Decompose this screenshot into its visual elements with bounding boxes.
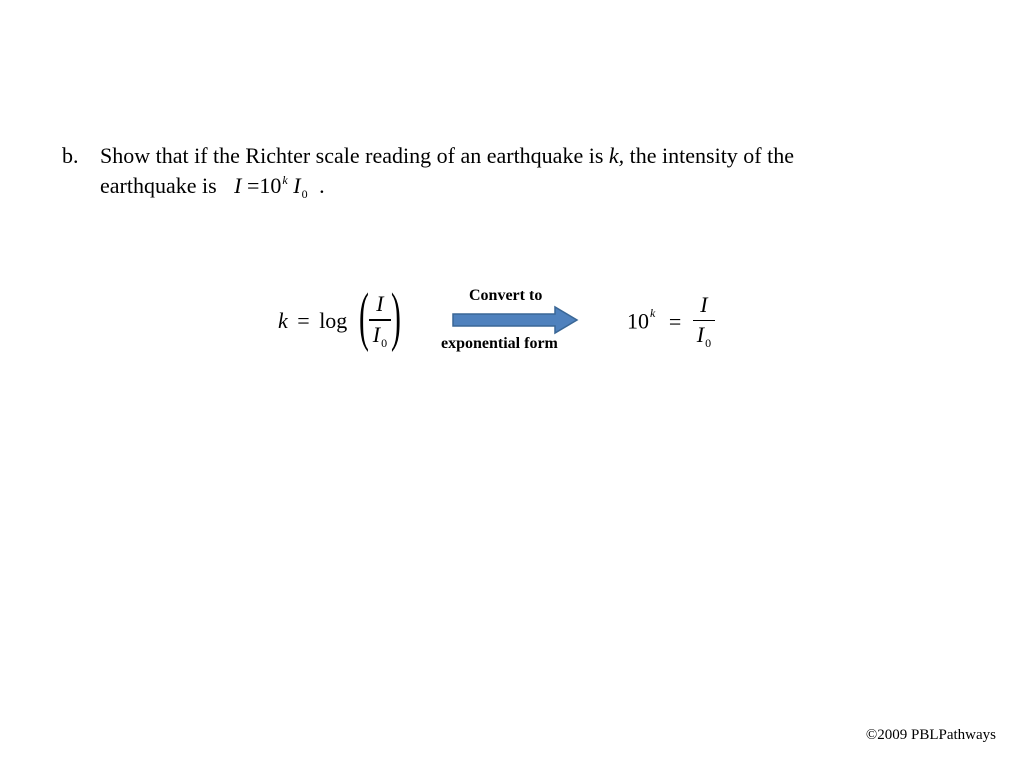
problem-line-2-text: earthquake is: [100, 173, 217, 198]
problem-marker: b.: [62, 143, 79, 168]
problem-line-1-start: Show that if the Richter scale reading of an earthquake is: [100, 143, 609, 168]
exp-eq-den-sub: 0: [705, 336, 712, 351]
copyright-footer: ©2009 PBLPathways: [865, 727, 996, 743]
formula-intensity: I: [234, 173, 242, 198]
problem-text: [100, 141, 920, 204]
arrow-label-bottom: exponential form: [441, 335, 558, 352]
variable-k: k,: [608, 143, 625, 168]
formula-exponent: k: [282, 173, 288, 187]
right-arrow-icon: [451, 305, 581, 335]
log-eq-fraction: [369, 292, 391, 349]
formula-equals: =: [247, 173, 260, 198]
formula-subscript: 0: [301, 187, 308, 201]
log-eq-denominator: [369, 323, 391, 350]
fraction-bar: [693, 320, 715, 321]
problem-line-1: [100, 141, 920, 171]
exp-eq-fraction: [693, 293, 715, 350]
exp-eq-equals: =: [668, 308, 682, 334]
exp-eq-exponent: k: [650, 306, 656, 321]
exp-eq-denominator: [693, 323, 715, 350]
log-eq-numerator: I: [376, 291, 384, 317]
exp-eq-den-I: I: [696, 322, 705, 348]
exp-eq-base: 10: [627, 308, 649, 334]
exponential-equation: [627, 293, 715, 350]
formula-intensity-0: I: [293, 173, 301, 198]
log-eq-log: log: [319, 308, 348, 333]
log-eq-k: k: [278, 308, 288, 333]
exp-eq-numerator: I: [700, 292, 708, 317]
arrow-label-top: Convert to: [469, 287, 543, 304]
problem-line-2: [100, 171, 920, 204]
log-eq-den-sub: 0: [381, 335, 388, 350]
right-paren: ): [391, 280, 402, 353]
fraction-bar: [369, 319, 391, 320]
intensity-formula: [234, 171, 307, 204]
formula-base: 10: [259, 173, 282, 198]
log-eq-den-I: I: [372, 321, 381, 347]
arrow-shape: [453, 307, 577, 333]
log-equation: [278, 280, 407, 354]
log-eq-equals: =: [297, 308, 310, 333]
problem-line-1-end: the intensity of the: [624, 143, 795, 168]
formula-period: .: [319, 173, 325, 198]
left-paren: (: [358, 280, 369, 353]
